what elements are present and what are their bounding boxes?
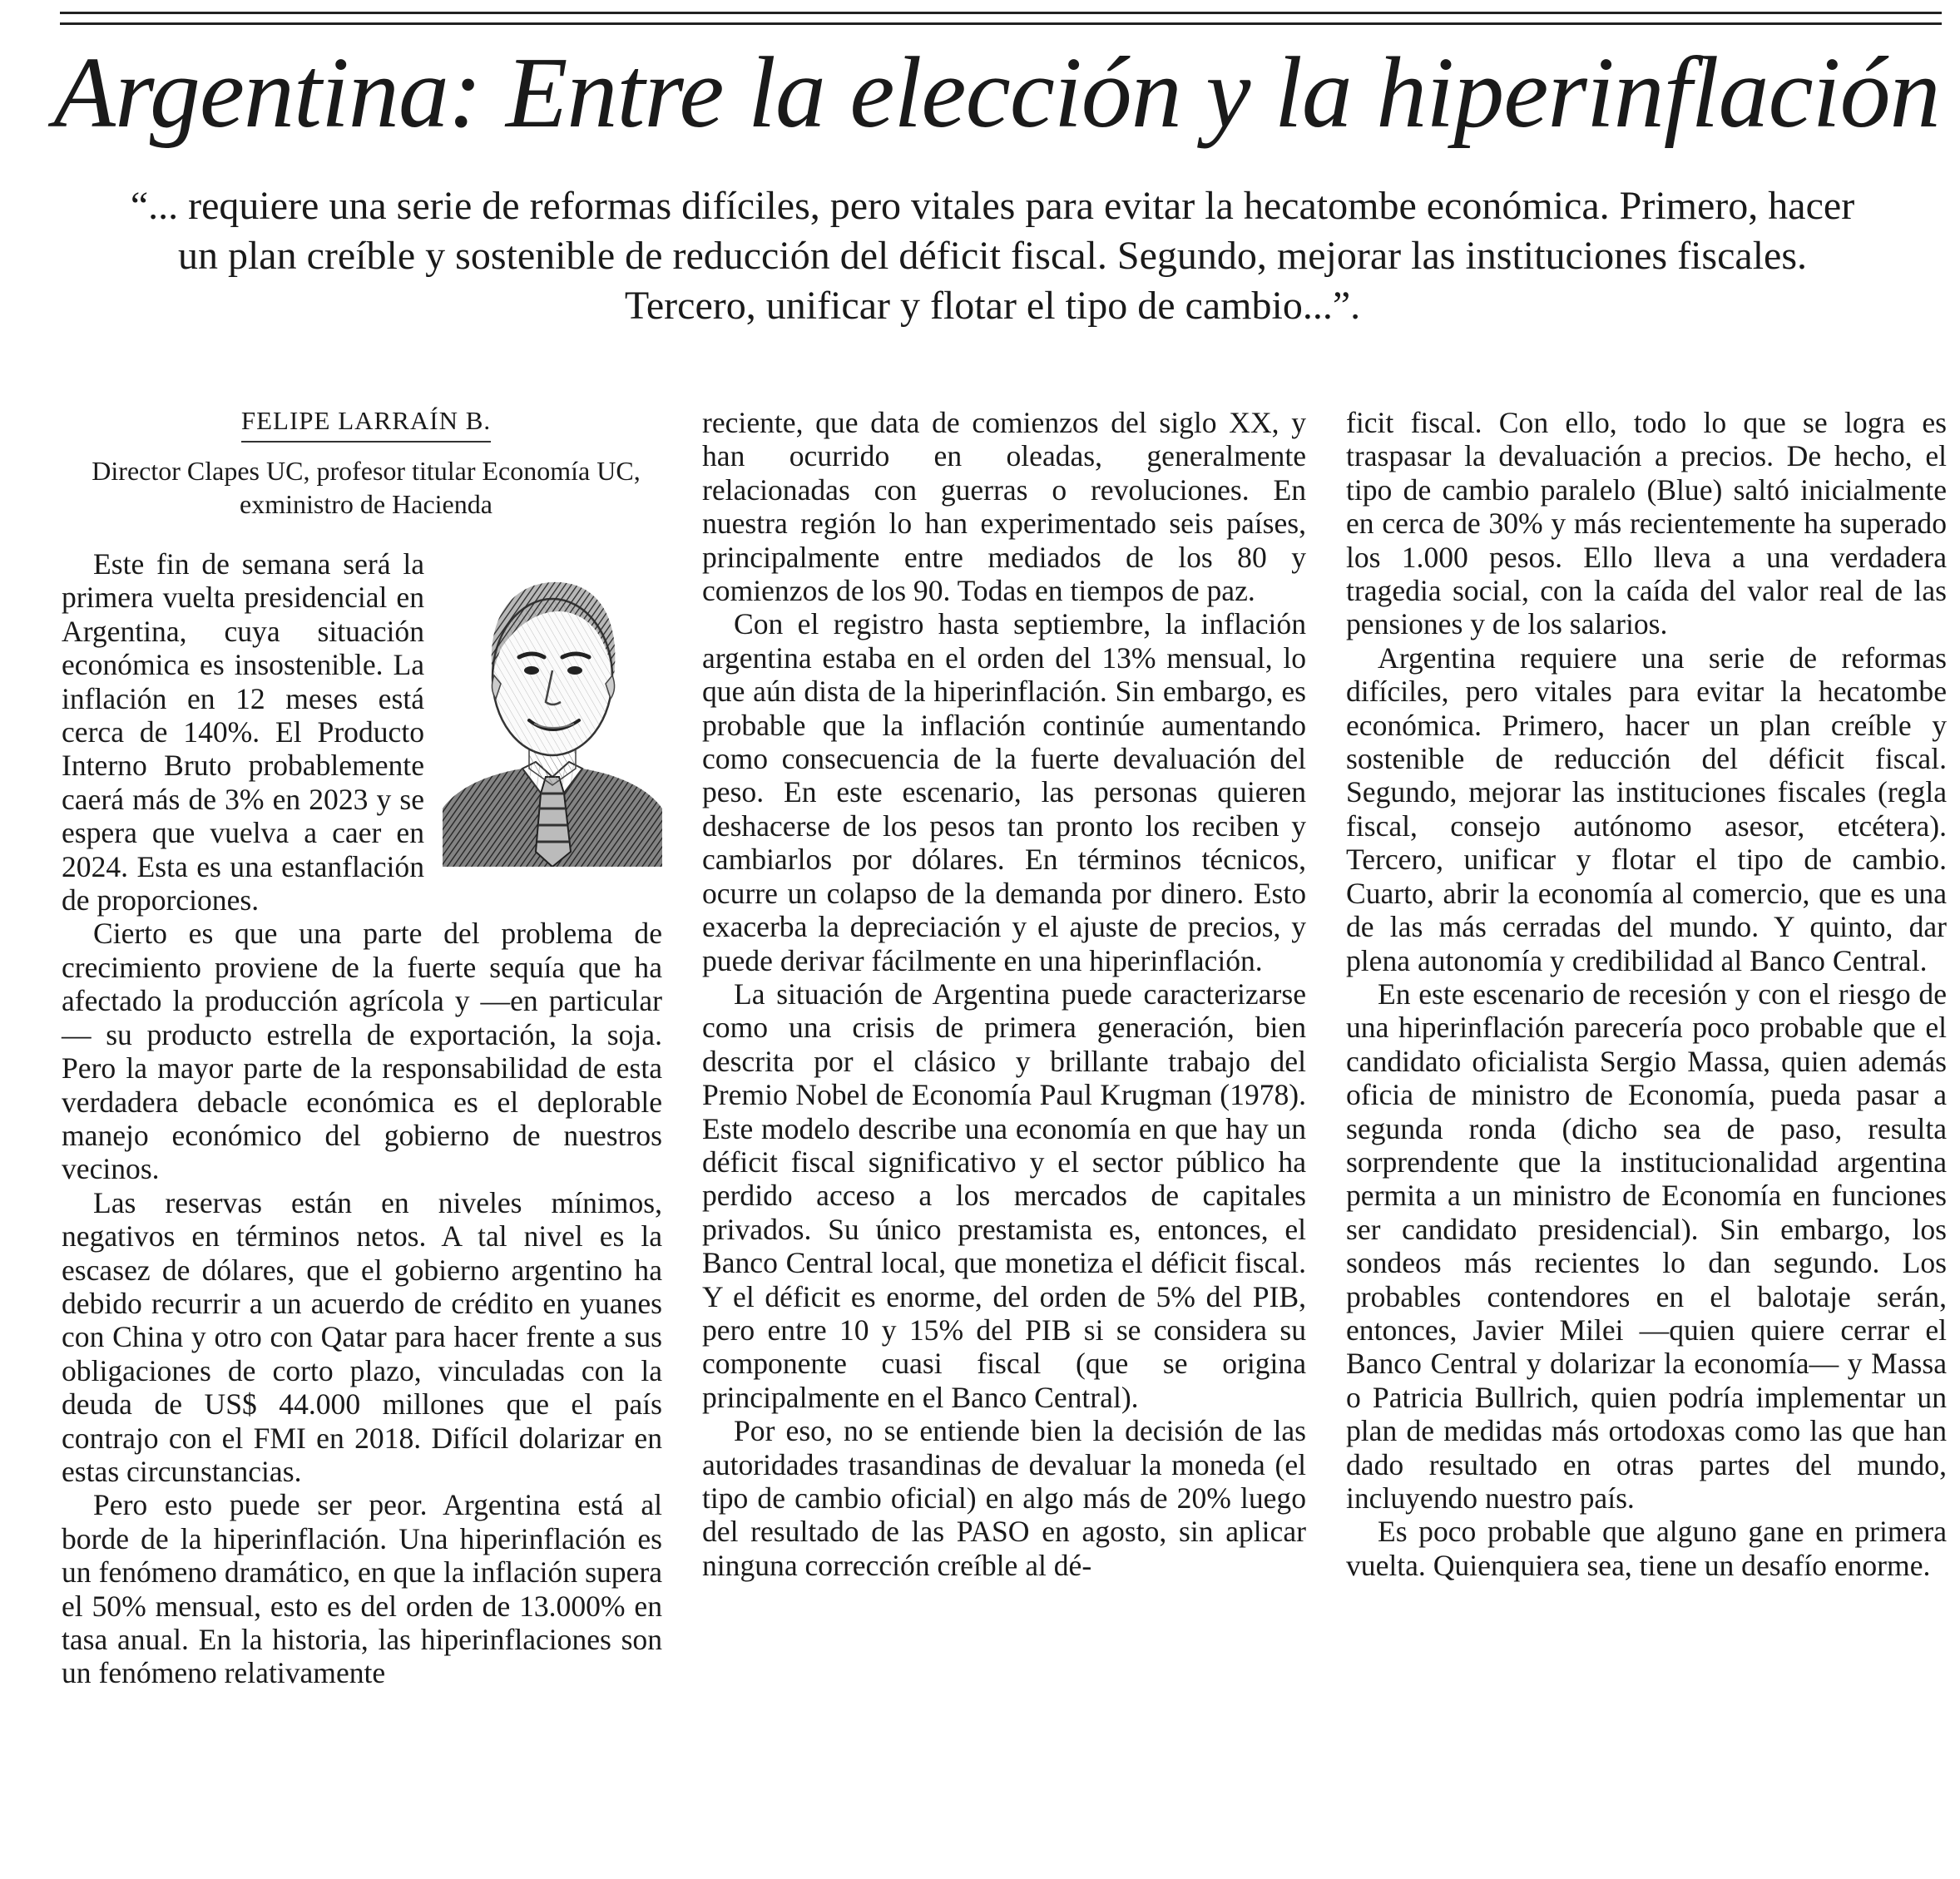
- byline: [67, 406, 666, 521]
- paragraph: Con el registro hasta septiembre, la inflación argentina estaba en el orden del 13% mensual, lo que aún dista de la hiperinflación. Sin embargo, es probable que la inflación continúe aumentando como consecuencia de la fuerte devaluación del peso. En este escenario, las personas quieren deshacerse de los pesos tan pronto los reciben y cambiarlos por dólares. En términos técnicos, ocurre un colapso de la demanda por dinero. Esto exacerba la depreciación y el ajuste de precios, y puede derivar fácilmente en una hiperinflación.: [702, 607, 1306, 977]
- paragraph: Este fin de semana será la primera vuelta presidencial en Argentina, cuya situación económica es insostenible. La inflación en 12 meses está cerca de 140%. El Producto Interno Bruto probablemente caerá más de 3% en 2023 y se espera que vuelva a caer en 2024. Esta es una estanflación de proporciones.: [62, 547, 424, 917]
- paragraph: La situación de Argentina puede caracterizarse como una crisis de primera generación, bien descrita por el clásico y brillante trabajo del Premio Nobel de Economía Paul Krugman (1978). Este modelo describe una economía en que hay un déficit fiscal significativo y el sector público ha perdido acceso a los mercados de capitales privados. Su único prestamista es, entonces, el Banco Central local, que monetiza el déficit fiscal. Y el déficit es enorme, del orden de 5% del PIB, pero entre 10 y 15% del PIB si se considera su componente cuasi fiscal (que se origina principalmente en el Banco Central).: [702, 977, 1306, 1414]
- paragraph: ficit fiscal. Con ello, todo lo que se logra es traspasar la devaluación a precios. De hecho, el tipo de cambio paralelo (Blue) saltó inicialmente en cerca de 30% y más recientemente ha superado los 1.000 pesos. Ello lleva a una verdadera tragedia social, con la caída del valor real de las pensiones y de los salarios.: [1346, 406, 1947, 641]
- headline: Argentina: Entre la elección y la hiperinflación: [53, 37, 1940, 149]
- paragraph: Pero esto puede ser peor. Argentina está al borde de la hiperinflación. Una hiperinflación es un fenómeno dramático, en que la inflación supera el 50% mensual, esto es del orden de 13.000% en tasa anual. En la historia, las hiperinflaciones son un fenómeno relativamente: [62, 1488, 662, 1690]
- author-name: FELIPE LARRAÍN B.: [241, 406, 491, 443]
- paragraph: Argentina requiere una serie de reformas difíciles, pero vitales para evitar la hecatombe económica. Primero, hacer un plan creíble y sostenible de reducción del déficit fiscal. Segundo, mejorar las instituciones fiscales (regla fiscal, consejo autónomo asesor, etcétera). Tercero, unificar y flotar el tipo de cambio. Cuarto, abrir la economía al comercio, que es una de las más cerradas del mundo. Y quinto, dar plena autonomía y credibilidad al Banco Central.: [1346, 640, 1947, 977]
- article-column-3: [1346, 406, 1947, 1582]
- article-column-1: [62, 547, 662, 1690]
- paragraph: Cierto es que una parte del problema de crecimiento proviene de la fuerte sequía que ha afectado la producción agrícola y —en particular— su producto estrella de exportación, la soja. Pero la mayor parte de la responsabilidad de esta verdadera debacle económica es el deplorable manejo económico del gobierno de nuestros vecinos.: [62, 917, 662, 1186]
- pull-quote: “... requiere una serie de reformas difíciles, pero vitales para evitar la hecatombe económica. Primero, hacer un plan creíble y sostenible de reducción del déficit fiscal. Segundo, mejorar las instituciones fiscales. Tercero, unificar y flotar el tipo de cambio...”.: [130, 184, 1855, 328]
- paragraph: Es poco probable que alguno gane en primera vuelta. Quienquiera sea, tiene un desafío enorme.: [1346, 1515, 1947, 1582]
- article-column-2: [702, 406, 1306, 1582]
- paragraph: En este escenario de recesión y con el riesgo de una hiperinflación parecería poco probable que el candidato oficialista Sergio Massa, quien además oficia de ministro de Economía, pueda pasar a segunda ronda (dicho sea de paso, resulta sorprendente que la institucionalidad argentina permita a un ministro de Economía en funciones ser candidato presidencial). Sin embargo, los sondeos más recientes lo dan segundo. Los probables contendores en el balotaje serán, entonces, Javier Milei —quien quiere cerrar el Banco Central y dolarizar la economía— y Massa o Patricia Bullrich, quien podría implementar un plan de medidas más ortodoxas como las que han dado resultado en otras partes del mundo, incluyendo nuestro país.: [1346, 977, 1947, 1515]
- paragraph: Por eso, no se entiende bien la decisión de las autoridades trasandinas de devaluar la moneda (el tipo de cambio oficial) en algo más de 20% luego del resultado de las PASO en agosto, sin aplicar ninguna corrección creíble al dé-: [702, 1414, 1306, 1582]
- author-portrait: [443, 559, 662, 867]
- paragraph: reciente, que data de comienzos del siglo XX, y han ocurrido en oleadas, generalmente relacionadas con guerras o revoluciones. En nuestra región lo han experimentado seis países, principalmente entre mediados de los 80 y comienzos de los 90. Todas en tiempos de paz.: [702, 406, 1306, 608]
- top-double-rule: [60, 12, 1942, 25]
- paragraph: Las reservas están en niveles mínimos, negativos en términos netos. A tal nivel es la escasez de dólares, que el gobierno argentino ha debido recurrir a un acuerdo de crédito en yuanes con China y otro con Qatar para hacer frente a sus obligaciones de corto plazo, vinculadas con la deuda de US$ 44.000 millones que el país contrajo con el FMI en 2018. Difícil dolarizar en estas circunstancias.: [62, 1185, 662, 1488]
- author-role: Director Clapes UC, profesor titular Economía UC, exministro de Hacienda: [92, 456, 641, 519]
